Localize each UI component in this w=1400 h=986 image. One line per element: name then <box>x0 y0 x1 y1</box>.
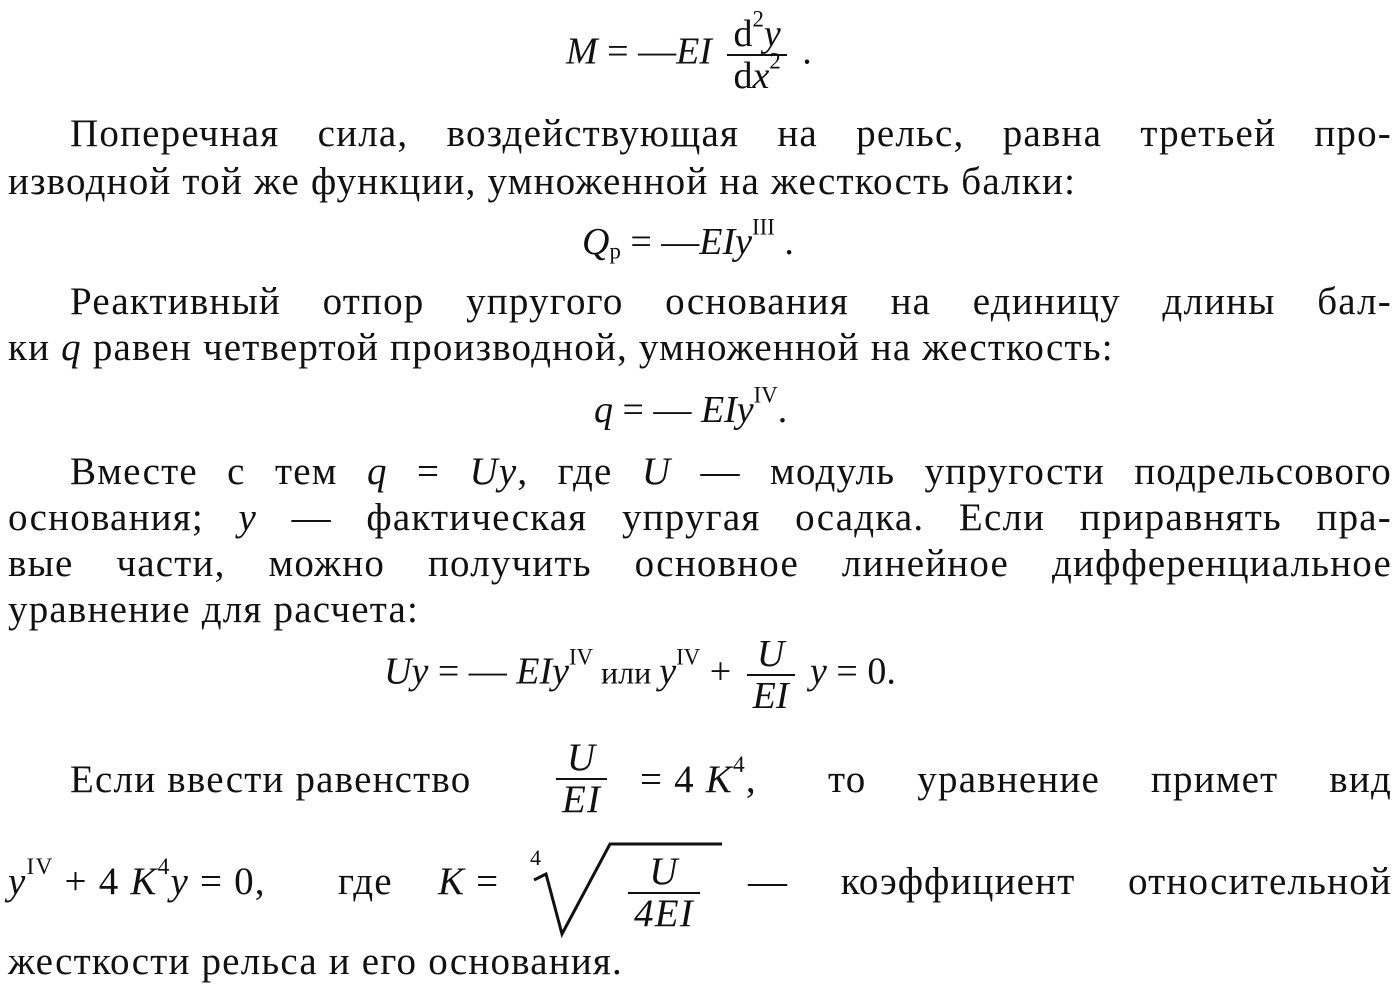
formula-exponent: IV <box>753 382 778 408</box>
text-span: то уравнение примет вид <box>828 758 1392 801</box>
formula-symbol: d <box>733 13 753 55</box>
formula-symbol: y <box>170 860 189 903</box>
formula-symbol: y <box>659 650 677 693</box>
text-span: — фактическая упругая осадка. Если приравнять пра- <box>257 496 1392 539</box>
formula-exponent: III <box>752 214 775 240</box>
radical <box>528 838 728 948</box>
formula-operator: + 4 <box>53 860 131 903</box>
formula-symbol: q <box>594 389 613 431</box>
formula-exponent: 2 <box>769 48 781 74</box>
formula-symbol: EIy <box>516 650 569 693</box>
text-span: основания; <box>8 496 239 539</box>
formula-operator: = — <box>613 389 701 431</box>
fraction <box>727 6 786 97</box>
formula-symbol: y <box>763 13 781 55</box>
paragraph-3-line-4: уравнение для расчета: <box>8 588 420 631</box>
formula-symbol: q <box>366 450 388 493</box>
formula-operator: = <box>387 450 470 493</box>
fraction-numerator: U <box>747 634 795 676</box>
formula-punct: . <box>792 30 812 73</box>
formula-connector: или <box>593 654 660 691</box>
formula-exponent: 2 <box>752 6 764 32</box>
text-span: равен четвертой производной, умноженной на жесткость: <box>81 326 1114 369</box>
formula-symbol: K <box>130 860 158 903</box>
formula-symbol: q <box>61 326 82 369</box>
formula-operator: + <box>700 650 741 693</box>
text-span: — модуль упругости подрельсового <box>671 450 1392 493</box>
formula-symbol: K <box>705 758 734 801</box>
formula-punct: . <box>777 389 788 431</box>
text-span: Вместе с тем <box>70 450 367 493</box>
formula-symbol: EIy <box>700 389 754 431</box>
paragraph-3-line-3: вые части, можно получить основное линейное дифференциальное <box>8 542 1392 585</box>
formula-exponent: IV <box>568 644 594 670</box>
fraction-denominator: EI <box>752 675 789 717</box>
formula-symbol: y <box>800 650 827 693</box>
formula-exponent: IV <box>676 644 701 670</box>
formula-symbol: EIy <box>699 221 753 263</box>
paragraph-4-line-1 <box>70 738 1392 828</box>
fraction <box>556 738 607 820</box>
formula-symbol: Q <box>582 221 610 263</box>
text-span: , <box>745 758 757 801</box>
formula-exponent: IV <box>26 854 54 881</box>
paragraph-2-line-1: Реактивный отпор упругого основания на единицу длины бал- <box>70 280 1392 323</box>
fraction-numerator: U <box>628 852 700 894</box>
fraction <box>747 634 795 716</box>
paragraph-1-line-1: Поперечная сила, воздействующая на рельс, равна третьей про- <box>70 112 1392 155</box>
paragraph-1-line-2: изводной той же функции, умноженной на жесткость балки: <box>8 160 1077 203</box>
text-span: где <box>338 860 393 903</box>
formula-operator: = — <box>428 650 517 693</box>
formula-inline <box>438 860 499 904</box>
paragraph-2-line-2 <box>8 326 1392 370</box>
formula-subscript: р <box>609 238 621 264</box>
formula-symbol: y <box>8 860 27 903</box>
formula-operator: = <box>465 860 500 903</box>
formula-exponent: 4 <box>157 854 171 881</box>
formula-operator: = — <box>620 221 700 263</box>
text-span: ки <box>8 326 62 369</box>
formula-symbol: M <box>566 30 598 73</box>
formula-symbol: Uy <box>469 450 518 493</box>
paragraph-3-line-2 <box>8 496 1392 540</box>
text-span: , где <box>517 450 642 493</box>
formula-operator: = 0. <box>826 650 896 693</box>
formula-symbol: y <box>238 496 258 539</box>
formula-differential-equation <box>384 634 896 716</box>
formula-bending-moment <box>566 6 812 97</box>
radical-index: 4 <box>530 845 543 870</box>
formula-inline <box>8 854 266 904</box>
fraction-denominator: EI <box>562 778 602 821</box>
formula-reaction <box>594 382 788 432</box>
formula-symbol: Uy <box>384 650 429 693</box>
formula-operator: = — <box>597 30 677 73</box>
formula-symbol: d <box>733 55 753 97</box>
formula-symbol: x <box>752 55 770 97</box>
paragraph-3-line-1 <box>70 450 1392 494</box>
formula-symbol: K <box>438 860 466 903</box>
formula-symbol: U <box>641 450 672 493</box>
formula-symbol: EI <box>676 30 712 73</box>
fraction <box>628 852 700 934</box>
text-span: — коэффициент относительной <box>748 860 1392 903</box>
text-span: Если ввести равенство <box>70 758 472 801</box>
fraction-denominator <box>727 48 786 97</box>
formula-inline <box>640 752 757 802</box>
paragraph-4-line-2 <box>8 838 1392 948</box>
fraction-denominator: 4EI <box>634 892 694 935</box>
formula-shear-force <box>582 214 794 264</box>
fraction-numerator: U <box>556 738 607 780</box>
formula-punct: . <box>774 221 794 263</box>
formula-operator: = 4 <box>640 758 706 801</box>
formula-operator: = 0, <box>189 860 266 903</box>
paragraph-5-line-1: жесткости рельса и его основания. <box>8 940 623 983</box>
formula-exponent: 4 <box>733 752 746 779</box>
